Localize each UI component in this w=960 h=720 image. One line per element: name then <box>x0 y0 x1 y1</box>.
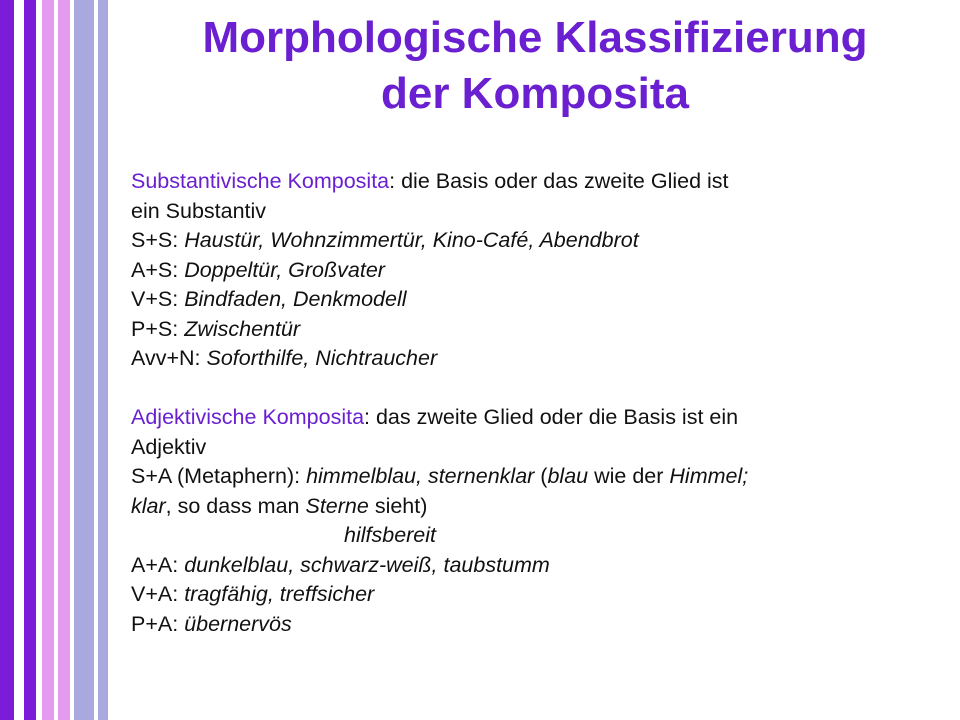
example-row <box>131 344 931 374</box>
metaphor-word: Sterne <box>305 493 369 518</box>
stripe-3 <box>42 0 54 720</box>
stripe-6 <box>98 0 108 720</box>
title-line-1: Morphologische Klassifizierung <box>202 13 868 62</box>
row-examples: dunkelblau, schwarz-weiß, taubstumm <box>184 552 550 577</box>
example-row <box>131 580 931 610</box>
example-row <box>131 285 931 315</box>
substantive-heading-line <box>131 167 931 197</box>
adjective-heading-line <box>131 403 931 433</box>
slide-title <box>110 10 960 122</box>
row-label: Avv+N: <box>131 346 207 370</box>
example-row <box>131 256 931 286</box>
stripe-gap-1 <box>14 0 24 720</box>
adjective-definition-cont: Adjektiv <box>131 434 207 459</box>
metaphor-text: sieht) <box>368 493 428 518</box>
metaphor-extra: hilfsbereit <box>344 523 437 547</box>
adjective-definition: : das zweite Glied oder die Basis ist ein <box>364 405 739 429</box>
row-label: A+A: <box>131 552 185 577</box>
adjective-heading: Adjektivische Komposita <box>131 405 365 429</box>
row-label: P+A: <box>131 611 185 636</box>
row-label: V+S: <box>131 287 185 311</box>
section-spacer <box>131 374 931 404</box>
metaphor-row-cont <box>131 492 931 522</box>
row-examples: Doppeltür, Großvater <box>184 257 385 282</box>
metaphor-word: blau <box>547 464 589 488</box>
metaphor-text: ( <box>534 464 548 488</box>
metaphor-text: wie der <box>588 464 670 488</box>
row-label: S+S: <box>131 228 185 252</box>
row-examples: Haustür, Wohnzimmertür, Kino-Café, Abendbrot <box>184 228 639 252</box>
metaphor-word: klar <box>131 493 166 518</box>
row-examples: Soforthilfe, Nichtraucher <box>206 346 438 370</box>
row-examples: Bindfaden, Denkmodell <box>184 287 407 311</box>
example-row <box>131 551 931 581</box>
metaphor-row <box>131 462 931 492</box>
title-line-2: der Komposita <box>380 69 690 118</box>
row-label: V+A: <box>131 582 185 606</box>
stripe-5 <box>74 0 94 720</box>
stripe-4 <box>58 0 70 720</box>
slide-body <box>131 167 931 639</box>
stripe-2 <box>24 0 36 720</box>
metaphor-word: Himmel; <box>669 464 749 488</box>
row-examples: Zwischentür <box>184 316 301 341</box>
row-label: S+A (Metaphern): <box>131 464 307 488</box>
metaphor-extra-line <box>131 521 931 551</box>
example-row <box>131 315 931 345</box>
example-row <box>131 610 931 640</box>
row-examples: tragfähig, treffsicher <box>184 582 375 606</box>
substantive-definition-cont: ein Substantiv <box>131 198 267 223</box>
row-label: P+S: <box>131 316 185 341</box>
metaphor-text: , so dass man <box>165 493 306 518</box>
row-examples: himmelblau, sternenklar <box>306 464 535 488</box>
row-examples: übernervös <box>184 611 292 636</box>
substantive-definition: : die Basis oder das zweite Glied ist <box>389 169 729 193</box>
stripe-1 <box>0 0 14 720</box>
row-label: A+S: <box>131 257 185 282</box>
substantive-heading: Substantivische Komposita <box>131 169 390 193</box>
example-row <box>131 226 931 256</box>
